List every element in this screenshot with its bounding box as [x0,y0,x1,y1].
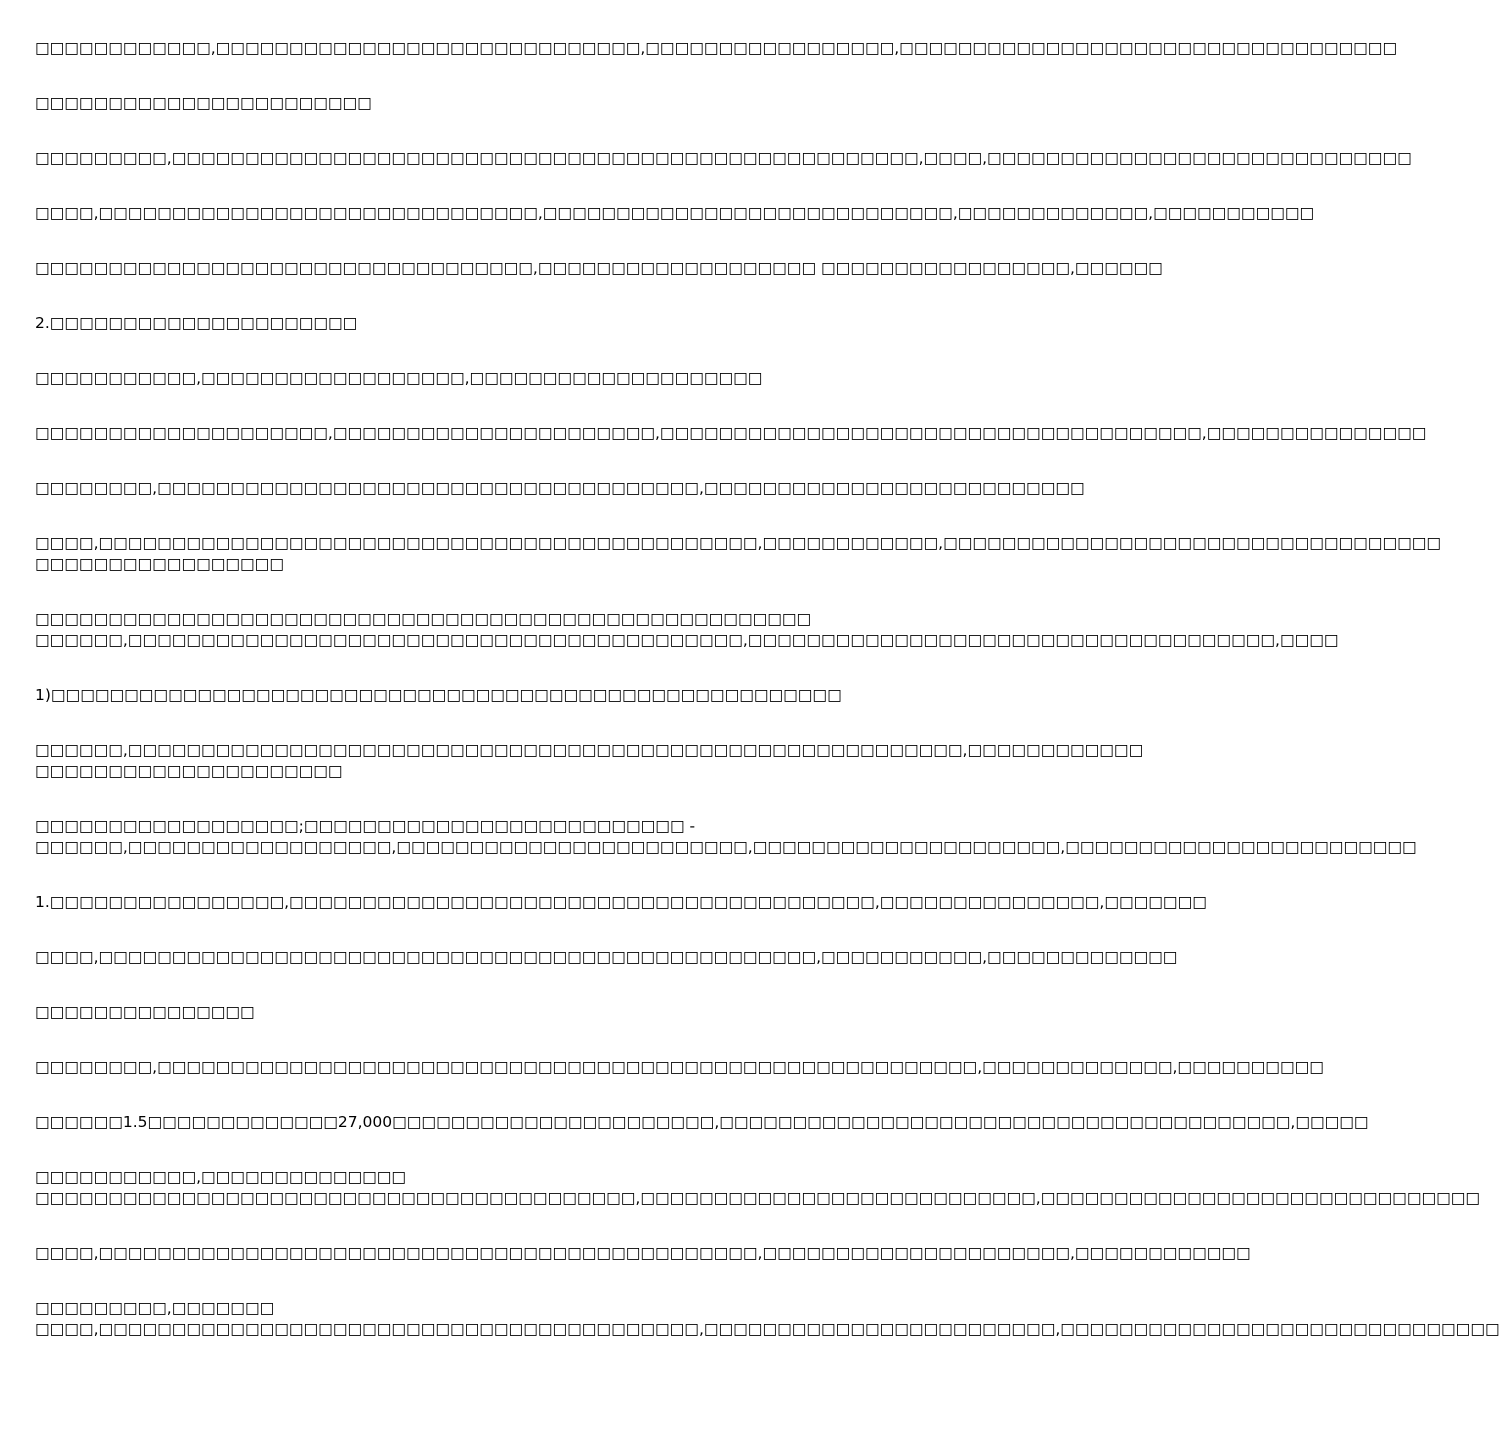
paragraph-line: □□□□□□□□□□□□,□□□□□□□□□□□□□□□□□□□□□□□□□□□□□,□□□□□□□□□□□□□□□□□,□□□□□□□□□□□□□□□□□□□□□□□□□□□□□□□□□□ [35,39,1398,57]
paragraph-line: □□□□□□□□□□□,□□□□□□□□□□□□□□ [35,1168,407,1186]
paragraph-line: □□□□□□□□□□□□□□□□□□;□□□□□□□□□□□□□□□□□□□□□□□□□□ - [35,817,696,835]
paragraph-13 [35,740,1144,782]
paragraph-line: □□□□□□□□□□□□□□□□□□□□□□□ [35,94,372,112]
paragraph-5 [35,258,1163,279]
paragraph-2 [35,93,990,114]
paragraph-line: □□□□□□□□□,□□□□□□□□□□□□□□□□□□□□□□□□□□□□□□□□□□□□□□□□□□□□□□□□□□□,□□□□,□□□□□□□□□□□□□□□□□□□□□□□□□□□□□ [35,149,1412,167]
paragraph-14 [35,816,1417,858]
paragraph-line: □□□□□□□□□□□□□□□ [35,1003,255,1021]
paragraph-22 [35,1298,1500,1340]
paragraph-11 [35,609,1339,651]
paragraph-line: □□□□□□□□□□□,□□□□□□□□□□□□□□□□□□,□□□□□□□□□□□□□□□□□□□□ [35,369,763,387]
paragraph-19 [35,1112,1369,1133]
paragraph-4 [35,203,1315,224]
paragraph-line: □□□□□□□□,□□□□□□□□□□□□□□□□□□□□□□□□□□□□□□□□□□□□□□□□□□□□□□□□□□□□□□□□,□□□□□□□□□□□□□,□□□□□□□□□□ [35,1058,1324,1076]
document-body [35,38,1500,1374]
paragraph-line: 2.□□□□□□□□□□□□□□□□□□□□□ [35,314,358,332]
paragraph-16 [35,947,1178,968]
paragraph-17 [35,1002,990,1023]
paragraph-18 [35,1057,1324,1078]
paragraph-line: □□□□□□,□□□□□□□□□□□□□□□□□□□□□□□□□□□□□□□□□□□□□□□□□□□□□□□□□□□□□□□□□,□□□□□□□□□□□□ [35,741,1144,759]
paragraph-line: □□□□,□□□□□□□□□□□□□□□□□□□□□□□□□□□□□□□□□□□□□□□□□,□□□□□□□□□□□□□□□□□□□□□□□□,□□□□□□□□□□□□□□□□□□□□□□□□□□□□□□ [35,1320,1500,1338]
section-heading-2 [35,313,990,334]
paragraph-line: 1.□□□□□□□□□□□□□□□□,□□□□□□□□□□□□□□□□□□□□□□□□□□□□□□□□□□□□□□□□,□□□□□□□□□□□□□□□,□□□□□□□ [35,893,1207,911]
paragraph-line: □□□□□□□□,□□□□□□□□□□□□□□□□□□□□□□□□□□□□□□□□□□□□□,□□□□□□□□□□□□□□□□□□□□□□□□□□ [35,479,1085,497]
paragraph-line: □□□□,□□□□□□□□□□□□□□□□□□□□□□□□□□□□□□□□□□□□□□□□□□□□□□□□□,□□□□□□□□□□□,□□□□□□□□□□□□□ [35,948,1178,966]
paragraph-line: □□□□,□□□□□□□□□□□□□□□□□□□□□□□□□□□□□□□□□□□□□□□□□□□□□,□□□□□□□□□□□□□□□□□□□□□,□□□□□□□□□□□□ [35,1244,1251,1262]
paragraph-line: □□□□□□□□□□□□□□□□□□□□□□□□□□□□□□□□□□□□□□□□□,□□□□□□□□□□□□□□□□□□□□□□□□□□□,□□□□□□□□□□□□□□□□□□□□□□□□□□□□□□ [35,1189,1481,1207]
paragraph-line: □□□□□□□□□□□□□□□□□□□□□□□□□□□□□□□□□□,□□□□□□□□□□□□□□□□□□□ □□□□□□□□□□□□□□□□□,□□□□□□ [35,259,1163,277]
paragraph-line: □□□□,□□□□□□□□□□□□□□□□□□□□□□□□□□□□□□,□□□□□□□□□□□□□□□□□□□□□□□□□□□□,□□□□□□□□□□□□□,□□□□□□□□□□□ [35,204,1315,222]
paragraph-20 [35,1167,1481,1209]
paragraph-7 [35,368,990,389]
paragraph-line: □□□□□□□□□□□□□□□□□□□□□□□□□□□□□□□□□□□□□□□□□□□□□□□□□□□□□ [35,610,812,628]
paragraph-line: □□□□□□1.5□□□□□□□□□□□□□27,000□□□□□□□□□□□□□□□□□□□□□□,□□□□□□□□□□□□□□□□□□□□□□□□□□□□□□□□□□□□□□□,□□□□□ [35,1113,1369,1131]
paragraph-line: □□□□□□□□□□□□□□□□□□□□,□□□□□□□□□□□□□□□□□□□□□□,□□□□□□□□□□□□□□□□□□□□□□□□□□□□□□□□□□□□□,□□□□□□□□□□□□□□□ [35,424,1427,442]
paragraph-8 [35,423,1427,444]
list-item-1-paren [35,685,990,706]
paragraph-21 [35,1243,1251,1264]
paragraph-10 [35,533,1442,575]
paragraph-line: □□□□□□,□□□□□□□□□□□□□□□□□□□□□□□□□□□□□□□□□□□□□□□□□□,□□□□□□□□□□□□□□□□□□□□□□□□□□□□□□□□□□□□,□□□□ [35,631,1339,649]
paragraph-line: □□□□□□□□□□□□□□□□□□□□□ [35,762,343,780]
paragraph-line: □□□□□□□□□□□□□□□□□ [35,555,284,573]
paragraph-3 [35,148,1412,169]
paragraph-line: 1)□□□□□□□□□□□□□□□□□□□□□□□□□□□□□□□□□□□□□□□□□□□□□□□□□□□□□□ [35,686,842,704]
paragraph-line: □□□□,□□□□□□□□□□□□□□□□□□□□□□□□□□□□□□□□□□□□□□□□□□□□□,□□□□□□□□□□□□,□□□□□□□□□□□□□□□□□□□□□□□□□□□□□□□□□□ [35,534,1442,552]
paragraph-line: □□□□□□□□□,□□□□□□□ [35,1299,275,1317]
paragraph-9 [35,478,1085,499]
paragraph-1 [35,38,1398,59]
list-item-1 [35,892,1207,913]
paragraph-line: □□□□□□,□□□□□□□□□□□□□□□□□□,□□□□□□□□□□□□□□□□□□□□□□□□,□□□□□□□□□□□□□□□□□□□□□,□□□□□□□□□□□□□□□□□□□□□□□□ [35,838,1417,856]
